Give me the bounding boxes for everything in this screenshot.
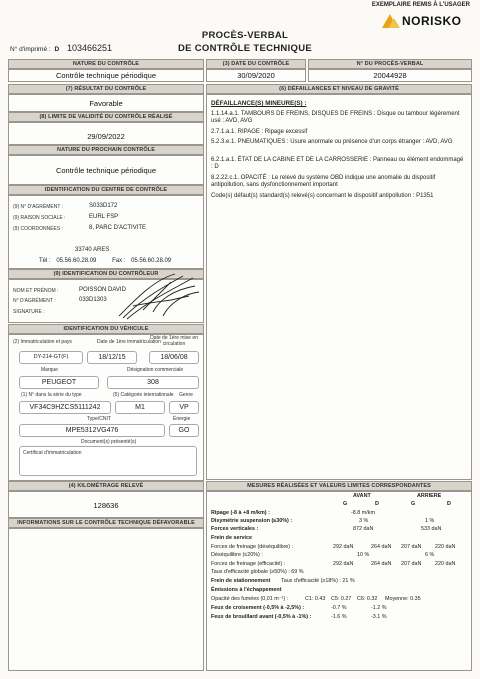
nature-header: NATURE DU CONTRÔLE — [8, 59, 204, 69]
arriere-g-label: G — [411, 501, 416, 507]
deseq-ar: 6 % — [425, 552, 435, 558]
opacity-c2: C5: 0.27 — [331, 596, 352, 602]
pv-value: 20044928 — [308, 69, 472, 82]
park-av-d: 264 daN — [371, 561, 392, 567]
docs-label: Document(s) présenté(s) — [81, 439, 137, 445]
category-label: (5) Catégorie internationale — [113, 392, 174, 398]
center-coord-label: (9) COORDONNÉES : — [13, 226, 64, 232]
model-label: Désignation commerciale — [127, 367, 184, 373]
center-box — [8, 195, 204, 269]
disym-row — [207, 517, 472, 525]
emissions-title-text: Émissions à l'échappement — [211, 587, 282, 593]
fax-label: Fax : — [112, 258, 126, 264]
arriere-d-label: D — [447, 501, 451, 507]
crossing-g: -0.7 % — [331, 605, 347, 611]
defects-box — [206, 94, 472, 480]
crossing-label: Feux de croisement (-0,5% à -2,5%) : — [211, 605, 305, 611]
validity-header: (8) LIMITE DE VALIDITÉ DU CONTRÔLE RÉALISÉ — [8, 112, 204, 122]
vin-value: VF34C9HZCS5111242 — [19, 401, 111, 414]
center-header: IDENTIFICATION DU CENTRE DE CONTRÔLE — [8, 185, 204, 195]
immat-label: (2) Immatriculation et pays — [13, 339, 72, 345]
vin-label: (1) N° dans la série du type — [21, 392, 82, 398]
brake-ar-g: 207 daN — [401, 544, 422, 550]
opacity-c3: C6: 0.32 — [357, 596, 378, 602]
genre-value: VP — [169, 401, 199, 414]
tel-label: Tél : — [39, 258, 51, 264]
measures-gd-headers — [207, 500, 472, 508]
first-reg-value: 18/12/15 — [87, 351, 137, 364]
controller-name-value: POISSON DAVID — [79, 287, 126, 293]
defect-item: Code(s) défaut(s) standard(s) relevé(s) concernant le dispositif antipollution : P1351 — [211, 193, 434, 199]
type-label: Type/CNIT — [87, 416, 111, 422]
genre-label: Genre — [179, 392, 193, 398]
ripage-row — [207, 509, 472, 517]
emissions-title — [207, 586, 472, 594]
make-label: Marque — [41, 367, 58, 373]
measures-col-headers — [207, 492, 472, 500]
type-value: MPE5312VG476 — [19, 424, 165, 437]
print-label: N° d'imprimé : — [10, 46, 51, 53]
vehicle-box — [8, 334, 204, 481]
brake-av-g: 292 daN — [333, 544, 354, 550]
center-agrement-label: (9) N° D'AGRÉMENT : — [13, 204, 64, 210]
park-av-g: 292 daN — [333, 561, 354, 567]
park-label: Forces de freinage (efficacité) : — [211, 561, 286, 567]
park-ar-d: 220 daN — [435, 561, 456, 567]
info-header: INFORMATIONS SUR LE CONTRÔLE TECHNIQUE DÉFAVORABLE — [8, 518, 204, 528]
fax-value: 05.56.60.28.09 — [131, 258, 172, 264]
station-value: Taux d'efficacité (≥18%) : 21 % — [281, 578, 355, 584]
plate-value: DY-214-GT(F) — [19, 351, 83, 364]
category-value: M1 — [115, 401, 165, 414]
print-series: D — [54, 46, 60, 53]
center-city: 33740 ARES — [75, 247, 110, 253]
service-title-text: Frein de service — [211, 535, 253, 541]
energy-label: Énergie — [173, 416, 191, 422]
defect-item: 5.2.3.e.1. PNEUMATIQUES : Usure anormale ou présence d'un corps étranger : AVD, AVG — [211, 139, 453, 145]
deseq-row — [207, 551, 472, 559]
defect-item: 2.7.1.a.1. RIPAGE : Ripage excessif — [211, 129, 308, 135]
disym-ar: 1 % — [425, 518, 435, 524]
km-value: 128636 — [8, 491, 204, 518]
avant-label: AVANT — [353, 493, 371, 499]
defect-item: 6.2.1.a.1. ÉTAT DE LA CABINE ET DE LA CARROSSERIE : Panneau ou élément endommagé : D — [211, 157, 464, 171]
norisko-logo — [380, 12, 472, 30]
doc-value: Certificat d'immatriculation — [23, 450, 82, 456]
opacity-row — [207, 595, 472, 603]
opacity-avg: Moyenne: 0.35 — [385, 596, 421, 602]
model-value: 308 — [107, 376, 199, 389]
brake-av-d: 264 daN — [371, 544, 392, 550]
validity-value: 29/09/2022 — [8, 122, 204, 145]
doc-title-line2: DE CONTRÔLE TECHNIQUE — [177, 43, 313, 54]
service-title — [207, 534, 472, 542]
fog-g: -1.6 % — [331, 614, 347, 620]
station-row — [207, 577, 472, 585]
disym-label: Disymétrie suspension (≤30%) : — [211, 518, 293, 524]
copy-label: EXEMPLAIRE REMIS À L'USAGER — [371, 2, 470, 8]
date-value: 30/09/2020 — [206, 69, 306, 82]
avant-d-label: D — [375, 501, 379, 507]
brand-name: NORISKO — [402, 14, 462, 28]
ripage-label: Ripage (-8 à +8 m/km) : — [211, 510, 270, 516]
opacity-c1: C1: 0.43 — [305, 596, 326, 602]
tel-value: 05.56.60.28.09 — [56, 258, 97, 264]
nature-value: Contrôle technique périodique — [8, 69, 204, 82]
avant-g-label: G — [343, 501, 348, 507]
doc-title-line1: PROCÈS-VERBAL — [201, 30, 289, 41]
controller-name-label: NOM ET PRÉNOM : — [13, 288, 59, 294]
center-agrement-value: S033D172 — [89, 203, 118, 209]
docs-box — [19, 446, 197, 476]
next-control-header: NATURE DU PROCHAIN CONTRÔLE — [8, 145, 204, 155]
signature-label: SIGNATURE : — [13, 309, 45, 315]
norisko-logo-icon — [380, 12, 402, 30]
center-coord-value: 8, PARC D'ACTIVITE — [89, 225, 147, 231]
deseq-label: Déséquilibre (≤20%) : — [211, 552, 263, 558]
fog-label: Feux de brouillard avant (-0,5% à -1%) : — [211, 614, 312, 620]
vert-av: 872 daN — [353, 526, 374, 532]
defect-item: 1.1.14.a.1. TAMBOURS DE FREINS, DISQUES DE FREINS : Disque ou tambour légèrement usé : AVD, AVG — [211, 111, 460, 125]
first-circ-label: Date de 1ère mise en circulation — [150, 335, 198, 347]
center-raison-label: (9) RAISON SOCIALE : — [13, 215, 66, 221]
result-header: (7) RÉSULTAT DU CONTRÔLE — [8, 84, 204, 94]
brake-row — [207, 543, 472, 551]
energy-value: GO — [169, 424, 199, 437]
defect-item: 8.2.22.c.1. OPACITÉ : Le relevé du système OBD indique une anomalie du dispositif antipollution, sans dysfonctionnement important — [211, 175, 436, 189]
efficiency-row — [207, 568, 472, 576]
crossing-row — [207, 604, 472, 612]
crossing-d: -1.2 % — [371, 605, 387, 611]
print-number: 103466251 — [67, 43, 113, 53]
minor-defects-title: DÉFAILLANCE(S) MINEURE(S) : — [211, 100, 307, 107]
deseq-av: 10 % — [357, 552, 370, 558]
center-phone-row — [39, 258, 171, 264]
controller-agrement-value: 033D1303 — [79, 297, 107, 303]
controller-box — [8, 279, 204, 323]
measures-header: MESURES RÉALISÉES ET VALEURS LIMITES CORRESPONDANTES — [206, 481, 472, 491]
first-reg-label: Date de 1ère immatriculation — [97, 339, 161, 345]
station-label: Frein de stationnement — [211, 578, 271, 584]
controller-agrement-label: N° D'AGRÉMENT : — [13, 298, 56, 304]
opacity-label: Opacité des fumées (0,01 m⁻¹) : — [211, 596, 289, 602]
brake-ar-d: 220 daN — [435, 544, 456, 550]
measures-box — [206, 491, 472, 671]
controller-header: (9) IDENTIFICATION DU CONTRÔLEUR — [8, 269, 204, 279]
center-raison-value: EURL FSP — [89, 214, 119, 220]
disym-av: 3 % — [359, 518, 369, 524]
first-circ-value: 18/06/08 — [149, 351, 199, 364]
vehicle-header: IDENTIFICATION DU VÉHICULE — [8, 324, 204, 334]
km-header: (4) KILOMÉTRAGE RELEVÉ — [8, 481, 204, 491]
info-box — [8, 528, 204, 671]
next-control-value: Contrôle technique périodique — [8, 155, 204, 185]
fog-row — [207, 613, 472, 621]
ripage-value: -8.8 m/km — [351, 510, 375, 516]
pv-header: N° DU PROCÈS-VERBAL — [308, 59, 472, 69]
print-number-row — [10, 43, 112, 53]
controller-signature — [113, 272, 201, 322]
fog-d: -3.1 % — [371, 614, 387, 620]
result-value: Favorable — [8, 94, 204, 112]
park-row — [207, 560, 472, 568]
brake-label: Forces de freinage (déséquilibre) : — [211, 544, 294, 550]
defects-header: (6) DÉFAILLANCES ET NIVEAU DE GRAVITÉ — [206, 84, 472, 94]
efficiency-text: Taux d'efficacité globale (≥50%) : 69 % — [211, 569, 304, 575]
park-ar-g: 207 daN — [401, 561, 422, 567]
vert-ar: 533 daN — [421, 526, 442, 532]
vert-label: Forces verticales : — [211, 526, 259, 532]
make-value: PEUGEOT — [19, 376, 99, 389]
date-header: (3) DATE DU CONTRÔLE — [206, 59, 306, 69]
arriere-label: ARRIERE — [417, 493, 442, 499]
vert-row — [207, 525, 472, 533]
